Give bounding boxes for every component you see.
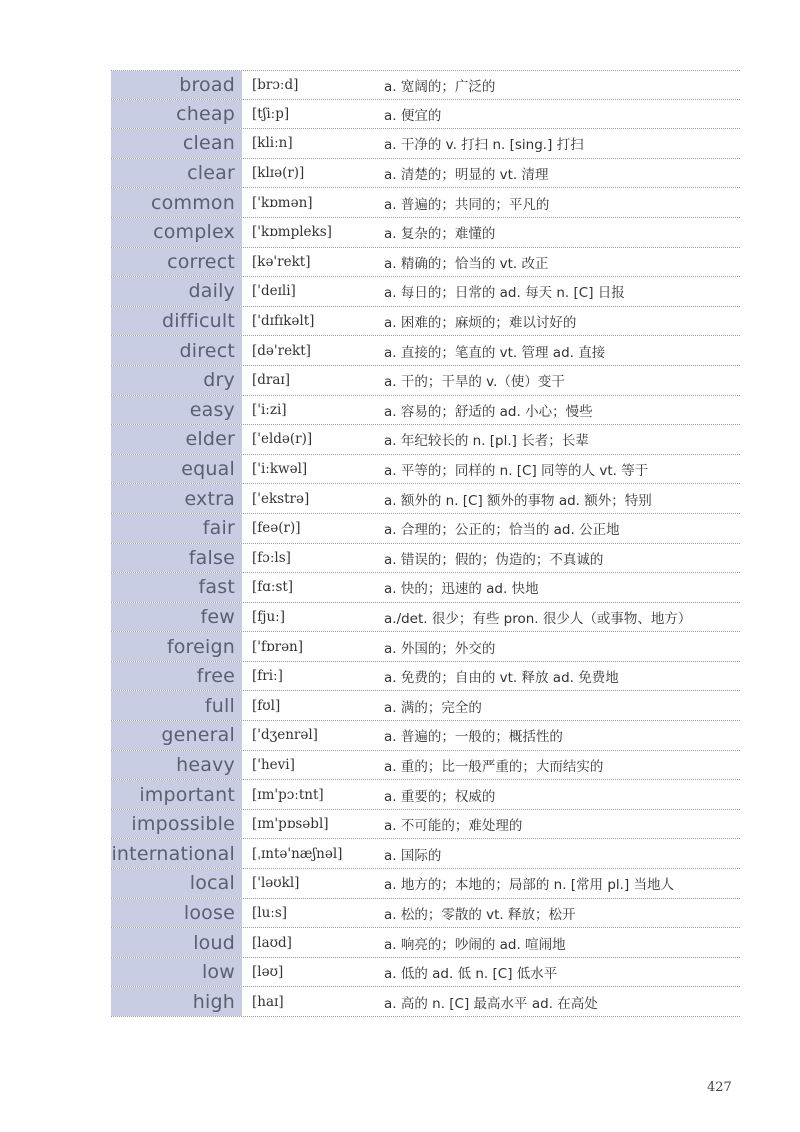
vocab-row — [111, 129, 740, 159]
vocab-row — [111, 721, 740, 751]
vocab-definition: a. 困难的；麻烦的；难以讨好的 — [384, 315, 577, 332]
vocab-row — [111, 869, 740, 899]
vocab-phonetic: [fɔːls] — [242, 544, 376, 573]
vocab-row — [111, 277, 740, 307]
vocab-definition: a. 免费的；自由的 vt. 释放 ad. 免费地 — [384, 670, 619, 687]
vocab-phonetic: [friː] — [242, 662, 376, 691]
vocab-word: extra — [111, 484, 242, 513]
vocab-word: complex — [111, 218, 242, 247]
vocab-definition: a. 容易的；舒适的 ad. 小心；慢些 — [384, 403, 593, 420]
vocab-word: equal — [111, 455, 242, 484]
vocab-definition: a. 普遍的；一般的；概括性的 — [384, 729, 563, 746]
vocab-definition: a. 年纪较长的 n. [pl.] 长者；长辈 — [384, 433, 589, 450]
vocab-row — [111, 188, 740, 218]
vocab-phonetic: [feə(r)] — [242, 514, 376, 543]
vocab-row — [111, 307, 740, 337]
vocab-word: impossible — [111, 810, 242, 839]
vocab-phonetic: [klɪə(r)] — [242, 159, 376, 188]
vocab-row — [111, 899, 740, 929]
vocab-phonetic: [fʊl] — [242, 691, 376, 720]
vocab-word: correct — [111, 248, 242, 277]
vocab-row — [111, 484, 740, 514]
vocab-row — [111, 780, 740, 810]
vocab-definition: a. 平等的；同样的 n. [C] 同等的人 vt. 等于 — [384, 463, 649, 480]
vocab-row — [111, 632, 740, 662]
vocab-word: low — [111, 958, 242, 987]
vocab-phonetic: ['dʒenrəl] — [242, 721, 376, 750]
vocab-row — [111, 514, 740, 544]
vocab-phonetic: ['hevi] — [242, 751, 376, 780]
vocab-word: local — [111, 869, 242, 898]
vocab-phonetic: [də'rekt] — [242, 336, 376, 365]
vocab-phonetic: ['kɒmpleks] — [242, 218, 376, 247]
vocab-word: heavy — [111, 751, 242, 780]
vocab-row — [111, 603, 740, 633]
vocab-row — [111, 958, 740, 988]
vocab-definition: a. 松的；零散的 vt. 释放；松开 — [384, 906, 576, 923]
vocab-word: common — [111, 188, 242, 217]
vocab-definition: a. 每日的；日常的 ad. 每天 n. [C] 日报 — [384, 285, 625, 302]
vocab-definition: a. 高的 n. [C] 最高水平 ad. 在高处 — [384, 995, 598, 1012]
vocab-phonetic: ['kɒmən] — [242, 188, 376, 217]
vocab-definition: a. 合理的；公正的；恰当的 ad. 公正地 — [384, 522, 620, 539]
vocab-definition: a. 低的 ad. 低 n. [C] 低水平 — [384, 966, 558, 983]
vocab-word: difficult — [111, 307, 242, 336]
vocab-phonetic: [ləʊ] — [242, 958, 376, 987]
vocab-definition: a. 普遍的；共同的；平凡的 — [384, 196, 550, 213]
vocab-word: full — [111, 691, 242, 720]
vocab-row — [111, 100, 740, 130]
vocab-word: clean — [111, 129, 242, 158]
vocab-row — [111, 810, 740, 840]
vocab-definition: a. 重要的；权威的 — [384, 788, 496, 805]
vocab-phonetic: [laʊd] — [242, 928, 376, 957]
vocab-phonetic: [tʃiːp] — [242, 100, 376, 129]
vocab-word: few — [111, 603, 242, 632]
vocab-word: elder — [111, 425, 242, 454]
vocab-phonetic: ['fɒrən] — [242, 632, 376, 661]
vocab-definition: a. 干净的 v. 打扫 n. [sing.] 打扫 — [384, 137, 584, 154]
vocab-row — [111, 336, 740, 366]
vocab-phonetic: [ɪm'pɒsəbl] — [242, 810, 376, 839]
vocab-row — [111, 159, 740, 189]
vocab-phonetic: ['ekstrə] — [242, 484, 376, 513]
vocabulary-table — [111, 70, 740, 1017]
vocab-phonetic: [draɪ] — [242, 366, 376, 395]
vocab-definition: a. 复杂的；难懂的 — [384, 226, 496, 243]
vocab-definition: a. 干的；干旱的 v.（使）变干 — [384, 374, 565, 391]
vocab-definition: a. 错误的；假的；伪造的；不真诚的 — [384, 551, 604, 568]
vocab-definition: a. 重的；比一般严重的；大而结实的 — [384, 758, 604, 775]
vocab-phonetic: [luːs] — [242, 899, 376, 928]
vocab-definition: a. 国际的 — [384, 847, 442, 864]
vocab-row — [111, 751, 740, 781]
vocab-row — [111, 366, 740, 396]
vocab-row — [111, 425, 740, 455]
vocab-definition: a. 不可能的；难处理的 — [384, 818, 523, 835]
vocab-definition: a. 快的；迅速的 ad. 快地 — [384, 581, 539, 598]
vocab-word: foreign — [111, 632, 242, 661]
vocab-definition: a./det. 很少；有些 pron. 很少人（或事物、地方） — [384, 610, 692, 627]
vocab-row — [111, 987, 740, 1017]
vocab-word: fast — [111, 573, 242, 602]
vocab-row — [111, 839, 740, 869]
vocab-row — [111, 396, 740, 426]
vocab-row — [111, 455, 740, 485]
vocab-word: easy — [111, 396, 242, 425]
vocab-row — [111, 662, 740, 692]
vocab-phonetic: ['ləʊkl] — [242, 869, 376, 898]
vocab-phonetic: [kliːn] — [242, 129, 376, 158]
vocab-phonetic: ['dɪfɪkəlt] — [242, 307, 376, 336]
vocab-phonetic: ['eldə(r)] — [242, 425, 376, 454]
vocab-phonetic: [kə'rekt] — [242, 248, 376, 277]
vocab-row — [111, 928, 740, 958]
vocab-phonetic: [fɑːst] — [242, 573, 376, 602]
vocab-phonetic: [ɪm'pɔːtnt] — [242, 780, 376, 809]
vocab-word: important — [111, 780, 242, 809]
vocab-definition: a. 精确的；恰当的 vt. 改正 — [384, 255, 549, 272]
vocab-word: loud — [111, 928, 242, 957]
vocab-word: false — [111, 544, 242, 573]
vocab-word: fair — [111, 514, 242, 543]
vocab-phonetic: ['iːzi] — [242, 396, 376, 425]
vocab-definition: a. 清楚的；明显的 vt. 清理 — [384, 167, 549, 184]
vocab-definition: a. 响亮的；吵闹的 ad. 喧闹地 — [384, 936, 566, 953]
vocab-definition: a. 地方的；本地的；局部的 n. [常用 pl.] 当地人 — [384, 877, 675, 894]
vocab-word: direct — [111, 336, 242, 365]
vocab-word: broad — [111, 71, 242, 99]
vocab-definition: a. 便宜的 — [384, 107, 442, 124]
vocab-word: free — [111, 662, 242, 691]
vocab-word: general — [111, 721, 242, 750]
vocab-word: daily — [111, 277, 242, 306]
vocab-row — [111, 70, 740, 100]
vocab-row — [111, 218, 740, 248]
vocab-word: clear — [111, 159, 242, 188]
vocab-row — [111, 544, 740, 574]
vocab-phonetic: [fjuː] — [242, 603, 376, 632]
vocab-phonetic: ['deɪli] — [242, 277, 376, 306]
vocab-row — [111, 248, 740, 278]
vocab-phonetic: ['iːkwəl] — [242, 455, 376, 484]
vocab-definition: a. 外国的；外交的 — [384, 640, 496, 657]
vocab-definition: a. 直接的；笔直的 vt. 管理 ad. 直接 — [384, 344, 606, 361]
vocab-definition: a. 满的；完全的 — [384, 699, 482, 716]
vocab-word: high — [111, 987, 242, 1016]
vocab-row — [111, 573, 740, 603]
vocab-word: loose — [111, 899, 242, 928]
vocab-phonetic: [ˌɪntə'næʃnəl] — [242, 839, 376, 868]
vocab-word: dry — [111, 366, 242, 395]
vocab-word: international — [111, 839, 242, 868]
vocab-definition: a. 额外的 n. [C] 额外的事物 ad. 额外；特别 — [384, 492, 652, 509]
vocab-row — [111, 691, 740, 721]
page-number: 427 — [707, 1080, 732, 1095]
vocab-definition: a. 宽阔的；广泛的 — [384, 78, 496, 95]
vocab-phonetic: [brɔːd] — [242, 71, 376, 99]
vocab-word: cheap — [111, 100, 242, 129]
vocab-phonetic: [haɪ] — [242, 987, 376, 1016]
